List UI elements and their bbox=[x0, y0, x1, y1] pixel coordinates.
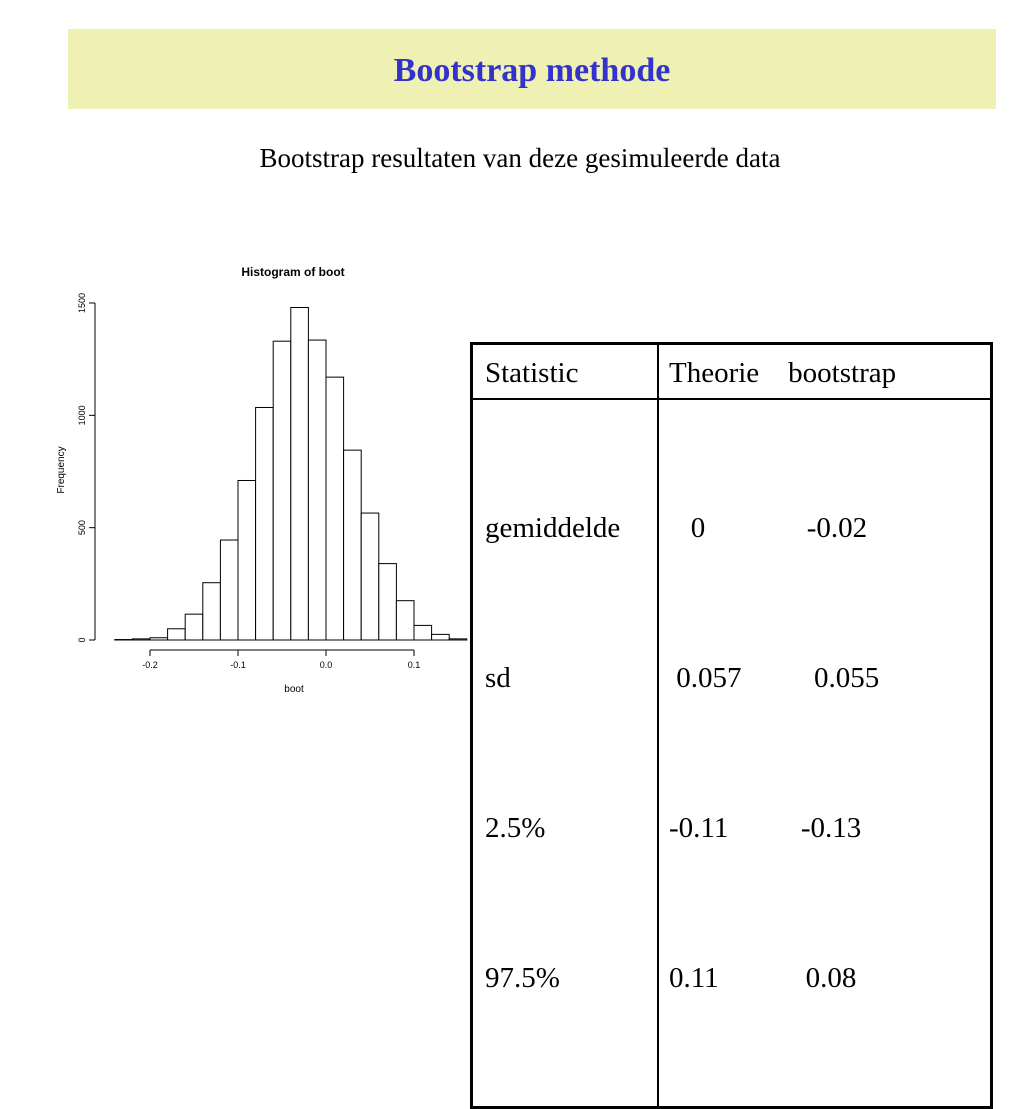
histogram-bar bbox=[432, 634, 450, 640]
row-label: gemiddelde bbox=[485, 503, 657, 553]
header-statistic: Statistic bbox=[472, 344, 659, 400]
row-values: 0.11 0.08 bbox=[669, 953, 990, 1003]
x-tick-label: 0.0 bbox=[320, 660, 333, 670]
histogram-bar bbox=[344, 450, 362, 640]
x-tick-label: -0.2 bbox=[142, 660, 158, 670]
histogram-bar bbox=[238, 480, 256, 640]
row-values: 0 -0.02 bbox=[669, 503, 990, 553]
histogram-bar bbox=[132, 639, 150, 640]
histogram-bar bbox=[414, 625, 432, 640]
y-tick-label: 0 bbox=[77, 637, 87, 642]
table-header-row bbox=[472, 344, 992, 400]
histogram-bar bbox=[150, 638, 168, 640]
histogram-bar bbox=[203, 583, 221, 640]
histogram-bar bbox=[379, 564, 397, 640]
x-axis-label: boot bbox=[284, 684, 304, 695]
y-tick-label: 1500 bbox=[77, 293, 87, 313]
histogram-bar bbox=[326, 377, 344, 640]
slide-subtitle: Bootstrap resultaten van deze gesimuleerde data bbox=[0, 143, 1024, 174]
histogram-bar bbox=[396, 601, 414, 640]
row-values: 0.057 0.055 bbox=[669, 653, 990, 703]
histogram-bar bbox=[449, 639, 467, 640]
title-bar bbox=[68, 29, 996, 109]
row-label: 2.5% bbox=[485, 803, 657, 853]
row-label: 97.5% bbox=[485, 953, 657, 1003]
y-tick-label: 500 bbox=[77, 520, 87, 535]
stat-values-cell bbox=[658, 399, 992, 1108]
y-tick-label: 1000 bbox=[77, 405, 87, 425]
histogram-bar bbox=[168, 629, 186, 640]
slide-title: Bootstrap methode bbox=[394, 54, 671, 88]
table-body-row bbox=[472, 399, 992, 1108]
row-label: sd bbox=[485, 653, 657, 703]
x-axis bbox=[142, 650, 420, 670]
histogram-bar bbox=[185, 614, 203, 640]
y-axis-label: Frequency bbox=[56, 446, 67, 493]
stats-table bbox=[470, 342, 993, 1109]
x-tick-label: 0.1 bbox=[408, 660, 421, 670]
histogram-bar bbox=[220, 540, 238, 640]
histogram-bar bbox=[291, 307, 309, 640]
chart-title: Histogram of boot bbox=[241, 265, 344, 279]
y-axis bbox=[77, 293, 95, 643]
histogram-bar bbox=[273, 341, 291, 640]
histogram-bar bbox=[256, 407, 274, 640]
x-tick-label: -0.1 bbox=[230, 660, 246, 670]
stat-labels-cell bbox=[472, 399, 659, 1108]
histogram-chart bbox=[40, 250, 480, 705]
row-values: -0.11 -0.13 bbox=[669, 803, 990, 853]
histogram-bar bbox=[361, 513, 379, 640]
header-theorie-bootstrap: Theorie bootstrap bbox=[658, 344, 992, 400]
histogram-bars bbox=[115, 307, 467, 640]
histogram-bar bbox=[308, 340, 326, 640]
